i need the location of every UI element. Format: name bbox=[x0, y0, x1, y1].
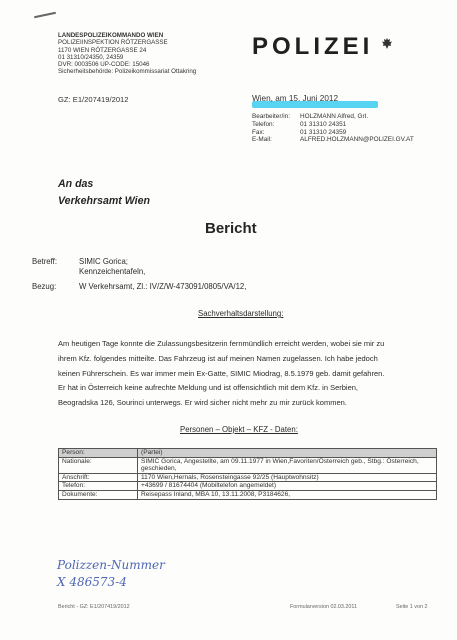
table-value: 1170 Wien,Hernals, Rosensteingasse 92/25 (Hauptwohnsitz) bbox=[138, 473, 437, 482]
contact-label: Bearbeiter/in: bbox=[252, 113, 291, 120]
table-heading: Personen – Objekt – KFZ - Daten: bbox=[180, 425, 298, 434]
reference-label: Bezug: bbox=[32, 282, 57, 291]
handwritten-line: X 486573-4 bbox=[57, 575, 127, 589]
section-heading: Sachverhaltsdarstellung: bbox=[198, 309, 284, 318]
contact-label: Fax: bbox=[252, 128, 265, 136]
sender-block bbox=[58, 32, 196, 76]
table-key: Telefon: bbox=[59, 482, 138, 491]
recipient-line: Verkehrsamt Wien bbox=[58, 195, 150, 207]
report-body bbox=[58, 337, 436, 411]
contact-row bbox=[252, 129, 414, 137]
contact-row bbox=[252, 121, 414, 129]
handwritten-line: Polizzen-Nummer bbox=[57, 558, 165, 572]
reference-row bbox=[32, 282, 246, 291]
table-value: SIMIC Gorica, Angestellte, am 09.11.1977 in Wien,Favoriten/Österreich geb., Stbg.: Österreich, geschieden, bbox=[138, 457, 437, 473]
sender-line: Sicherheitsbehörde: Polizeikommissariat Ottakring bbox=[58, 68, 197, 76]
table-row bbox=[59, 482, 437, 491]
sender-line: LANDESPOLIZEIKOMMANDO WIEN bbox=[58, 32, 164, 39]
body-line: Er hat in Österreich keine aufrechte Meldung und ist offensichtlich mit dem Kfz. in Serbien, bbox=[58, 383, 359, 393]
file-number: GZ: E1/207419/2012 bbox=[58, 95, 129, 104]
table-value: Reisepass Inland, MBA 10, 13.11.2008, P3184626, bbox=[138, 490, 437, 499]
table-value: +43699 / 81674404 (Mobiltelefon angemeldet) bbox=[138, 482, 437, 491]
pen-mark bbox=[34, 12, 56, 19]
body-line: ihrem Kfz. folgendes mitteilte. Das Fahrzeug ist auf meinen Namen zugelassen. Ich habe jedoch bbox=[58, 353, 378, 363]
subject-value: Kennzeichentafeln, bbox=[79, 267, 146, 277]
table-row bbox=[59, 473, 437, 482]
table-key: Person: bbox=[59, 449, 138, 458]
sender-line: 01 31310/24350, 24359 bbox=[58, 53, 124, 61]
document-title: Bericht bbox=[205, 220, 257, 237]
table-row bbox=[59, 457, 437, 473]
sender-line: POLIZEIINSPEKTION RÖTZERGASSE bbox=[58, 39, 168, 47]
table-key: Nationale: bbox=[59, 457, 138, 473]
polizei-logo bbox=[252, 33, 393, 61]
table-row bbox=[59, 449, 437, 458]
contact-block bbox=[252, 113, 414, 144]
footer-center: Formularversion 02.03.2011 bbox=[290, 604, 358, 610]
footer-right: Seite 1 von 2 bbox=[396, 604, 428, 610]
body-line: Beogradska 126, Sourinci unterwegs. Er wird sicher nicht mehr zu mir zurück kommen. bbox=[58, 398, 347, 408]
recipient-address bbox=[58, 176, 150, 210]
contact-value: 01 31310 24359 bbox=[300, 128, 347, 136]
contact-label: Telefon: bbox=[252, 120, 275, 128]
table-value: (Partei) bbox=[138, 449, 437, 458]
contact-email: ALFRED.HOLZMANN@POLIZEI.GV.AT bbox=[300, 136, 414, 144]
subject-row bbox=[32, 257, 145, 267]
table-key: Anschrift: bbox=[59, 473, 138, 482]
body-line: keinen Führerschein. Es war immer mein Ex-Gatte, SIMIC Miodrag, 8.5.1979 geb. damit gefahren. bbox=[58, 368, 385, 378]
footer-left: Bericht - GZ: E1/207419/2012 bbox=[58, 604, 130, 610]
reference-value: W Verkehrsamt, Zl.: IV/Z/W-473091/0805/VA/12, bbox=[79, 282, 247, 291]
subject-block bbox=[32, 257, 145, 278]
person-data-table bbox=[58, 448, 437, 500]
subject-label: Betreff: bbox=[32, 257, 57, 266]
table-row bbox=[59, 490, 437, 499]
recipient-line: An das bbox=[58, 178, 94, 190]
contact-label: E-Mail: bbox=[252, 136, 272, 144]
logo-text: POLIZEI bbox=[252, 33, 374, 60]
table-key: Dokumente: bbox=[59, 490, 138, 499]
contact-value: 01 31310 24351 bbox=[300, 120, 347, 128]
subject-value: SIMIC Gorica; bbox=[79, 257, 128, 266]
contact-value: HOLZMANN Alfred, GrI. bbox=[300, 113, 369, 120]
contact-row bbox=[252, 136, 414, 144]
letter-date: Wien, am 15. Juni 2012 bbox=[252, 94, 339, 103]
sender-line: 1170 WIEN RÖTZERGASSE 24 bbox=[58, 46, 147, 54]
body-line: Am heutigen Tage konnte die Zulassungsbesitzerin fernmündlich erreicht werden, wobei sie mir zu bbox=[58, 339, 385, 348]
contact-row bbox=[252, 113, 414, 121]
austrian-eagle-icon bbox=[381, 37, 393, 55]
sender-line: DVR: 0003506 UP-CODE: 15046 bbox=[58, 61, 150, 69]
handwritten-note bbox=[57, 557, 165, 591]
